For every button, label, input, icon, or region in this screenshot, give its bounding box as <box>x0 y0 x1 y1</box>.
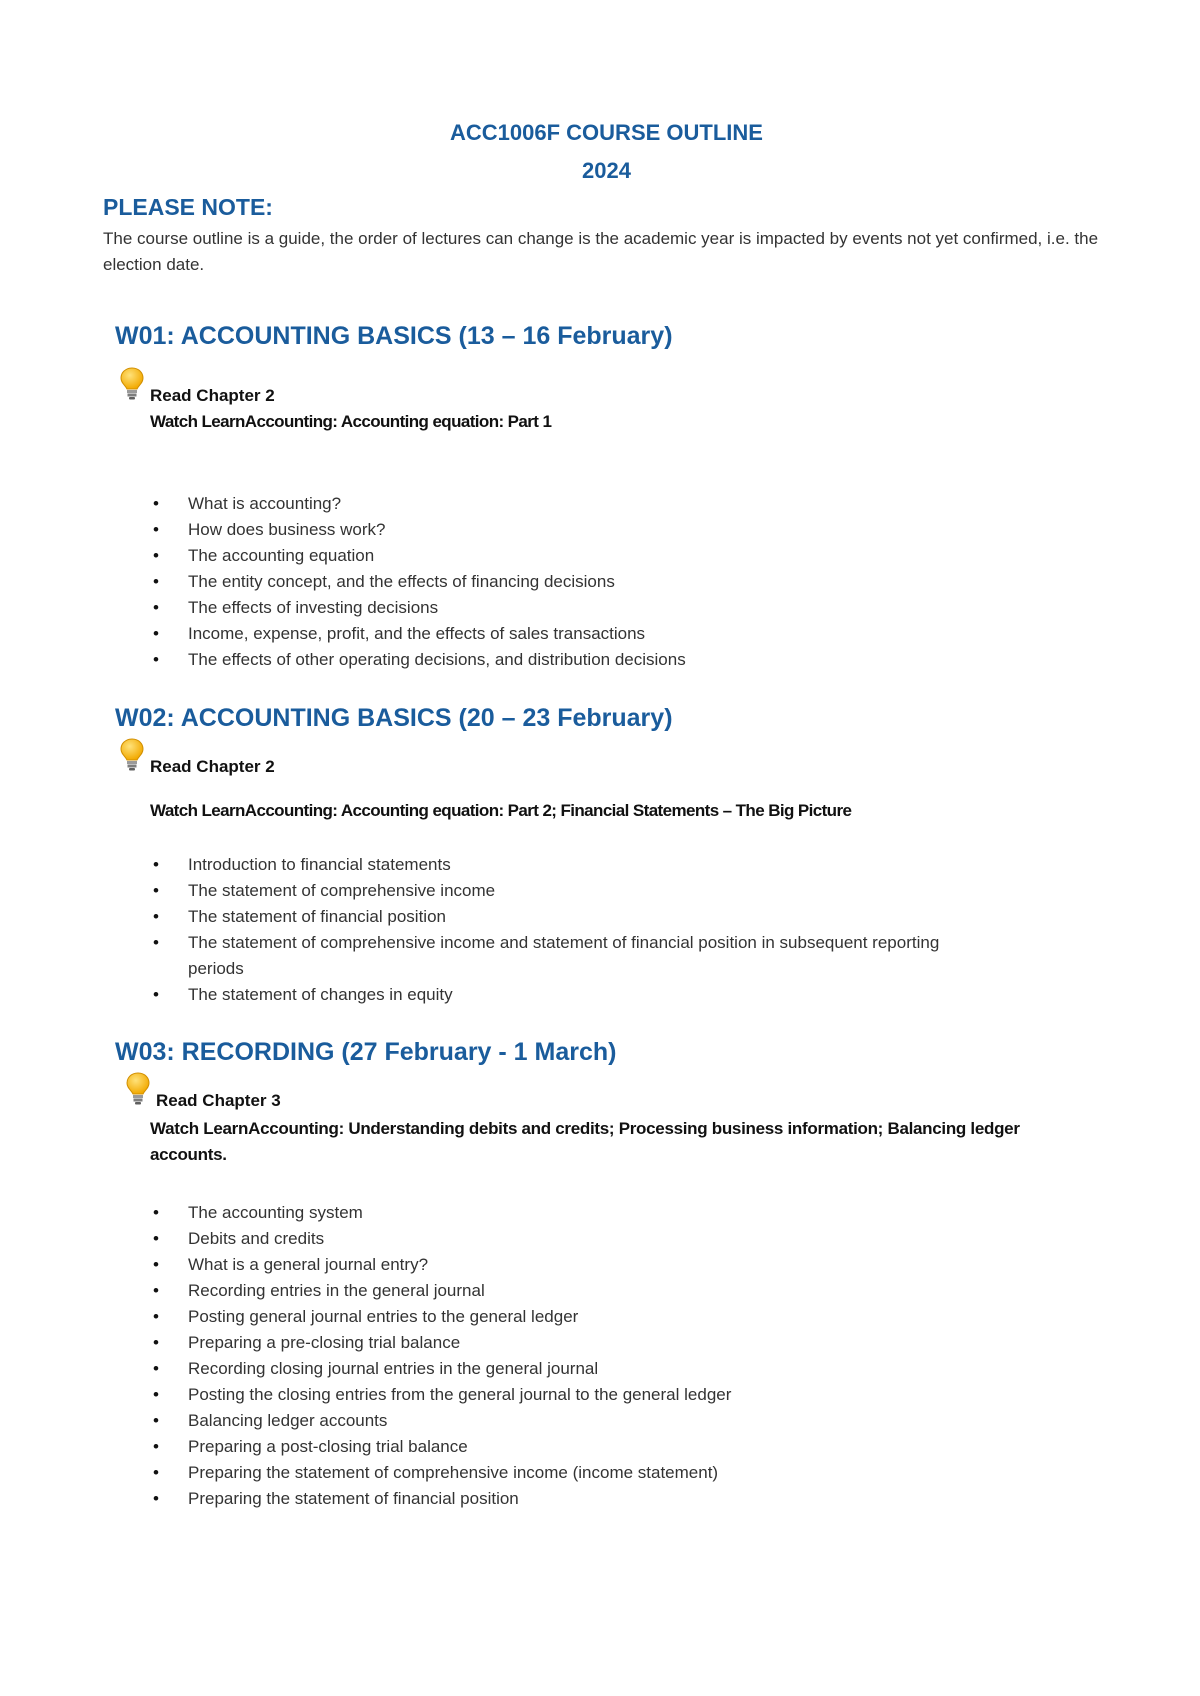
week-1-topics <box>150 491 686 673</box>
page-year: 2024 <box>582 158 631 183</box>
list-item: • Preparing a pre-closing trial balance <box>150 1330 731 1356</box>
week-3-topics <box>150 1200 731 1512</box>
week-1-title: W01: ACCOUNTING BASICS (13 – 16 February) <box>115 322 673 350</box>
list-item: • Recording entries in the general journal <box>150 1278 731 1304</box>
list-item: • The effects of investing decisions <box>150 595 686 621</box>
note-heading: PLEASE NOTE: <box>103 194 273 220</box>
list-item: • The statement of financial position <box>150 904 988 930</box>
page-title: ACC1006F COURSE OUTLINE <box>450 120 763 145</box>
list-item: • Posting the closing entries from the general journal to the general ledger <box>150 1382 731 1408</box>
week-3-read: Read Chapter 3 <box>156 1091 281 1110</box>
list-item: • The statement of comprehensive income <box>150 878 988 904</box>
week-2-topics <box>150 852 988 1008</box>
week-1-read: Read Chapter 2 <box>150 386 275 405</box>
list-item: • Preparing the statement of financial position <box>150 1486 731 1512</box>
list-item: • What is accounting? <box>150 491 686 517</box>
week-3-watch: Watch LearnAccounting: Understanding debits and credits; Processing business information; Balancing ledger accounts. <box>150 1119 1020 1164</box>
list-item: • What is a general journal entry? <box>150 1252 731 1278</box>
list-item: • The accounting system <box>150 1200 731 1226</box>
list-item: • The statement of comprehensive income and statement of financial position in subsequent reporting periods <box>150 930 988 982</box>
lightbulb-icon <box>119 366 145 402</box>
list-item: • Introduction to financial statements <box>150 852 988 878</box>
note-body: The course outline is a guide, the order of lectures can change is the academic year is impacted by events not yet confirmed, i.e. the election date. <box>103 229 1099 274</box>
list-item: • The effects of other operating decisions, and distribution decisions <box>150 647 686 673</box>
list-item: • The statement of changes in equity <box>150 982 988 1008</box>
list-item: • Recording closing journal entries in the general journal <box>150 1356 731 1382</box>
list-item: • Balancing ledger accounts <box>150 1408 731 1434</box>
week-2-read: Read Chapter 2 <box>150 757 275 776</box>
week-2-title: W02: ACCOUNTING BASICS (20 – 23 February) <box>115 704 673 732</box>
list-item: • Income, expense, profit, and the effects of sales transactions <box>150 621 686 647</box>
week-2-watch: Watch LearnAccounting: Accounting equation: Part 2; Financial Statements – The Big Picture <box>150 801 852 820</box>
week-1-watch: Watch LearnAccounting: Accounting equation: Part 1 <box>150 412 552 431</box>
list-item: • Preparing the statement of comprehensive income (income statement) <box>150 1460 731 1486</box>
list-item: • The accounting equation <box>150 543 686 569</box>
lightbulb-icon <box>119 737 145 773</box>
list-item: • Posting general journal entries to the general ledger <box>150 1304 731 1330</box>
list-item: • How does business work? <box>150 517 686 543</box>
list-item: • Debits and credits <box>150 1226 731 1252</box>
list-item: • Preparing a post-closing trial balance <box>150 1434 731 1460</box>
list-item: • The entity concept, and the effects of financing decisions <box>150 569 686 595</box>
lightbulb-icon <box>125 1071 151 1107</box>
week-3-title: W03: RECORDING (27 February - 1 March) <box>115 1038 617 1066</box>
